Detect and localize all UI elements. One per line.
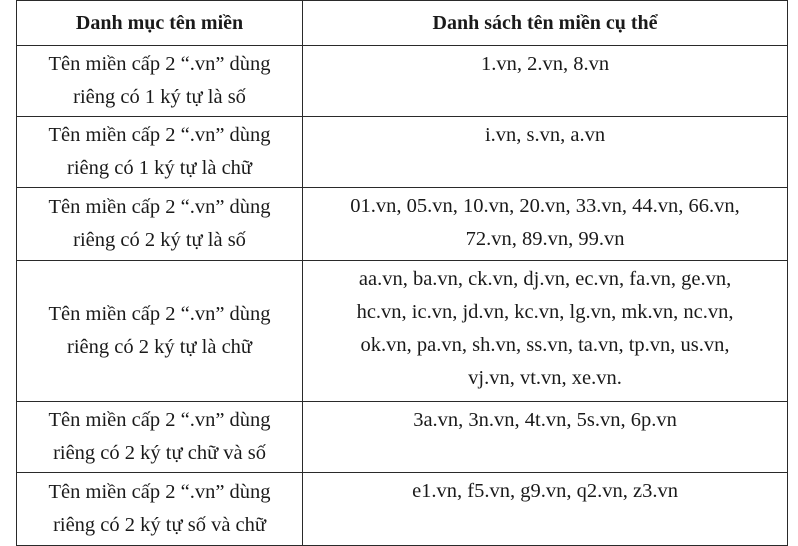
category-line: riêng có 1 ký tự là chữ xyxy=(67,157,253,179)
category-line: riêng có 2 ký tự là chữ xyxy=(67,336,253,358)
domain-list-cell xyxy=(303,188,788,261)
category-line: Tên miền cấp 2 “.vn” dùng xyxy=(48,196,271,218)
category-line: riêng có 2 ký tự số và chữ xyxy=(53,514,267,536)
table-row xyxy=(17,117,788,188)
domain-list-cell xyxy=(303,402,788,473)
category-line: Tên miền cấp 2 “.vn” dùng xyxy=(48,409,271,431)
category-cell xyxy=(17,46,303,117)
category-line: riêng có 1 ký tự là số xyxy=(73,86,246,108)
domain-list-line: 3a.vn, 3n.vn, 4t.vn, 5s.vn, 6p.vn xyxy=(413,409,677,431)
domain-list-line: 1.vn, 2.vn, 8.vn xyxy=(480,53,610,75)
table-row xyxy=(17,46,788,117)
domain-list-line: aa.vn, ba.vn, ck.vn, dj.vn, ec.vn, fa.vn, ge.vn, xyxy=(358,268,732,290)
domain-list-line: 01.vn, 05.vn, 10.vn, 20.vn, 33.vn, 44.vn, 66.vn, xyxy=(350,195,740,217)
domain-list-line: e1.vn, f5.vn, g9.vn, q2.vn, z3.vn xyxy=(412,480,678,502)
domain-list-line: hc.vn, ic.vn, jd.vn, kc.vn, lg.vn, mk.vn, nc.vn, xyxy=(356,301,734,323)
category-cell xyxy=(17,117,303,188)
domain-list-cell xyxy=(303,261,788,402)
category-line: Tên miền cấp 2 “.vn” dùng xyxy=(48,53,271,75)
header-list: Danh sách tên miền cụ thể xyxy=(303,1,788,46)
domain-list-line: vj.vn, vt.vn, xe.vn. xyxy=(468,367,622,389)
domain-list-cell xyxy=(303,473,788,546)
table-header-row xyxy=(17,1,788,46)
table-row xyxy=(17,261,788,402)
category-line: riêng có 2 ký tự là số xyxy=(73,229,246,251)
domain-list-line: i.vn, s.vn, a.vn xyxy=(484,124,606,146)
category-cell xyxy=(17,402,303,473)
header-category: Danh mục tên miền xyxy=(17,1,303,46)
table-row xyxy=(17,473,788,546)
domain-list-cell xyxy=(303,46,788,117)
domain-list-line: ok.vn, pa.vn, sh.vn, ss.vn, ta.vn, tp.vn, us.vn, xyxy=(360,334,730,356)
category-line: riêng có 2 ký tự chữ và số xyxy=(53,442,267,464)
category-line: Tên miền cấp 2 “.vn” dùng xyxy=(48,303,271,325)
domain-table xyxy=(16,0,788,546)
category-line: Tên miền cấp 2 “.vn” dùng xyxy=(48,124,271,146)
category-cell xyxy=(17,188,303,261)
domain-list-cell xyxy=(303,117,788,188)
category-cell xyxy=(17,473,303,546)
table-row xyxy=(17,188,788,261)
category-cell xyxy=(17,261,303,402)
table-row xyxy=(17,402,788,473)
category-line: Tên miền cấp 2 “.vn” dùng xyxy=(48,481,271,503)
domain-list-line: 72.vn, 89.vn, 99.vn xyxy=(465,228,625,250)
